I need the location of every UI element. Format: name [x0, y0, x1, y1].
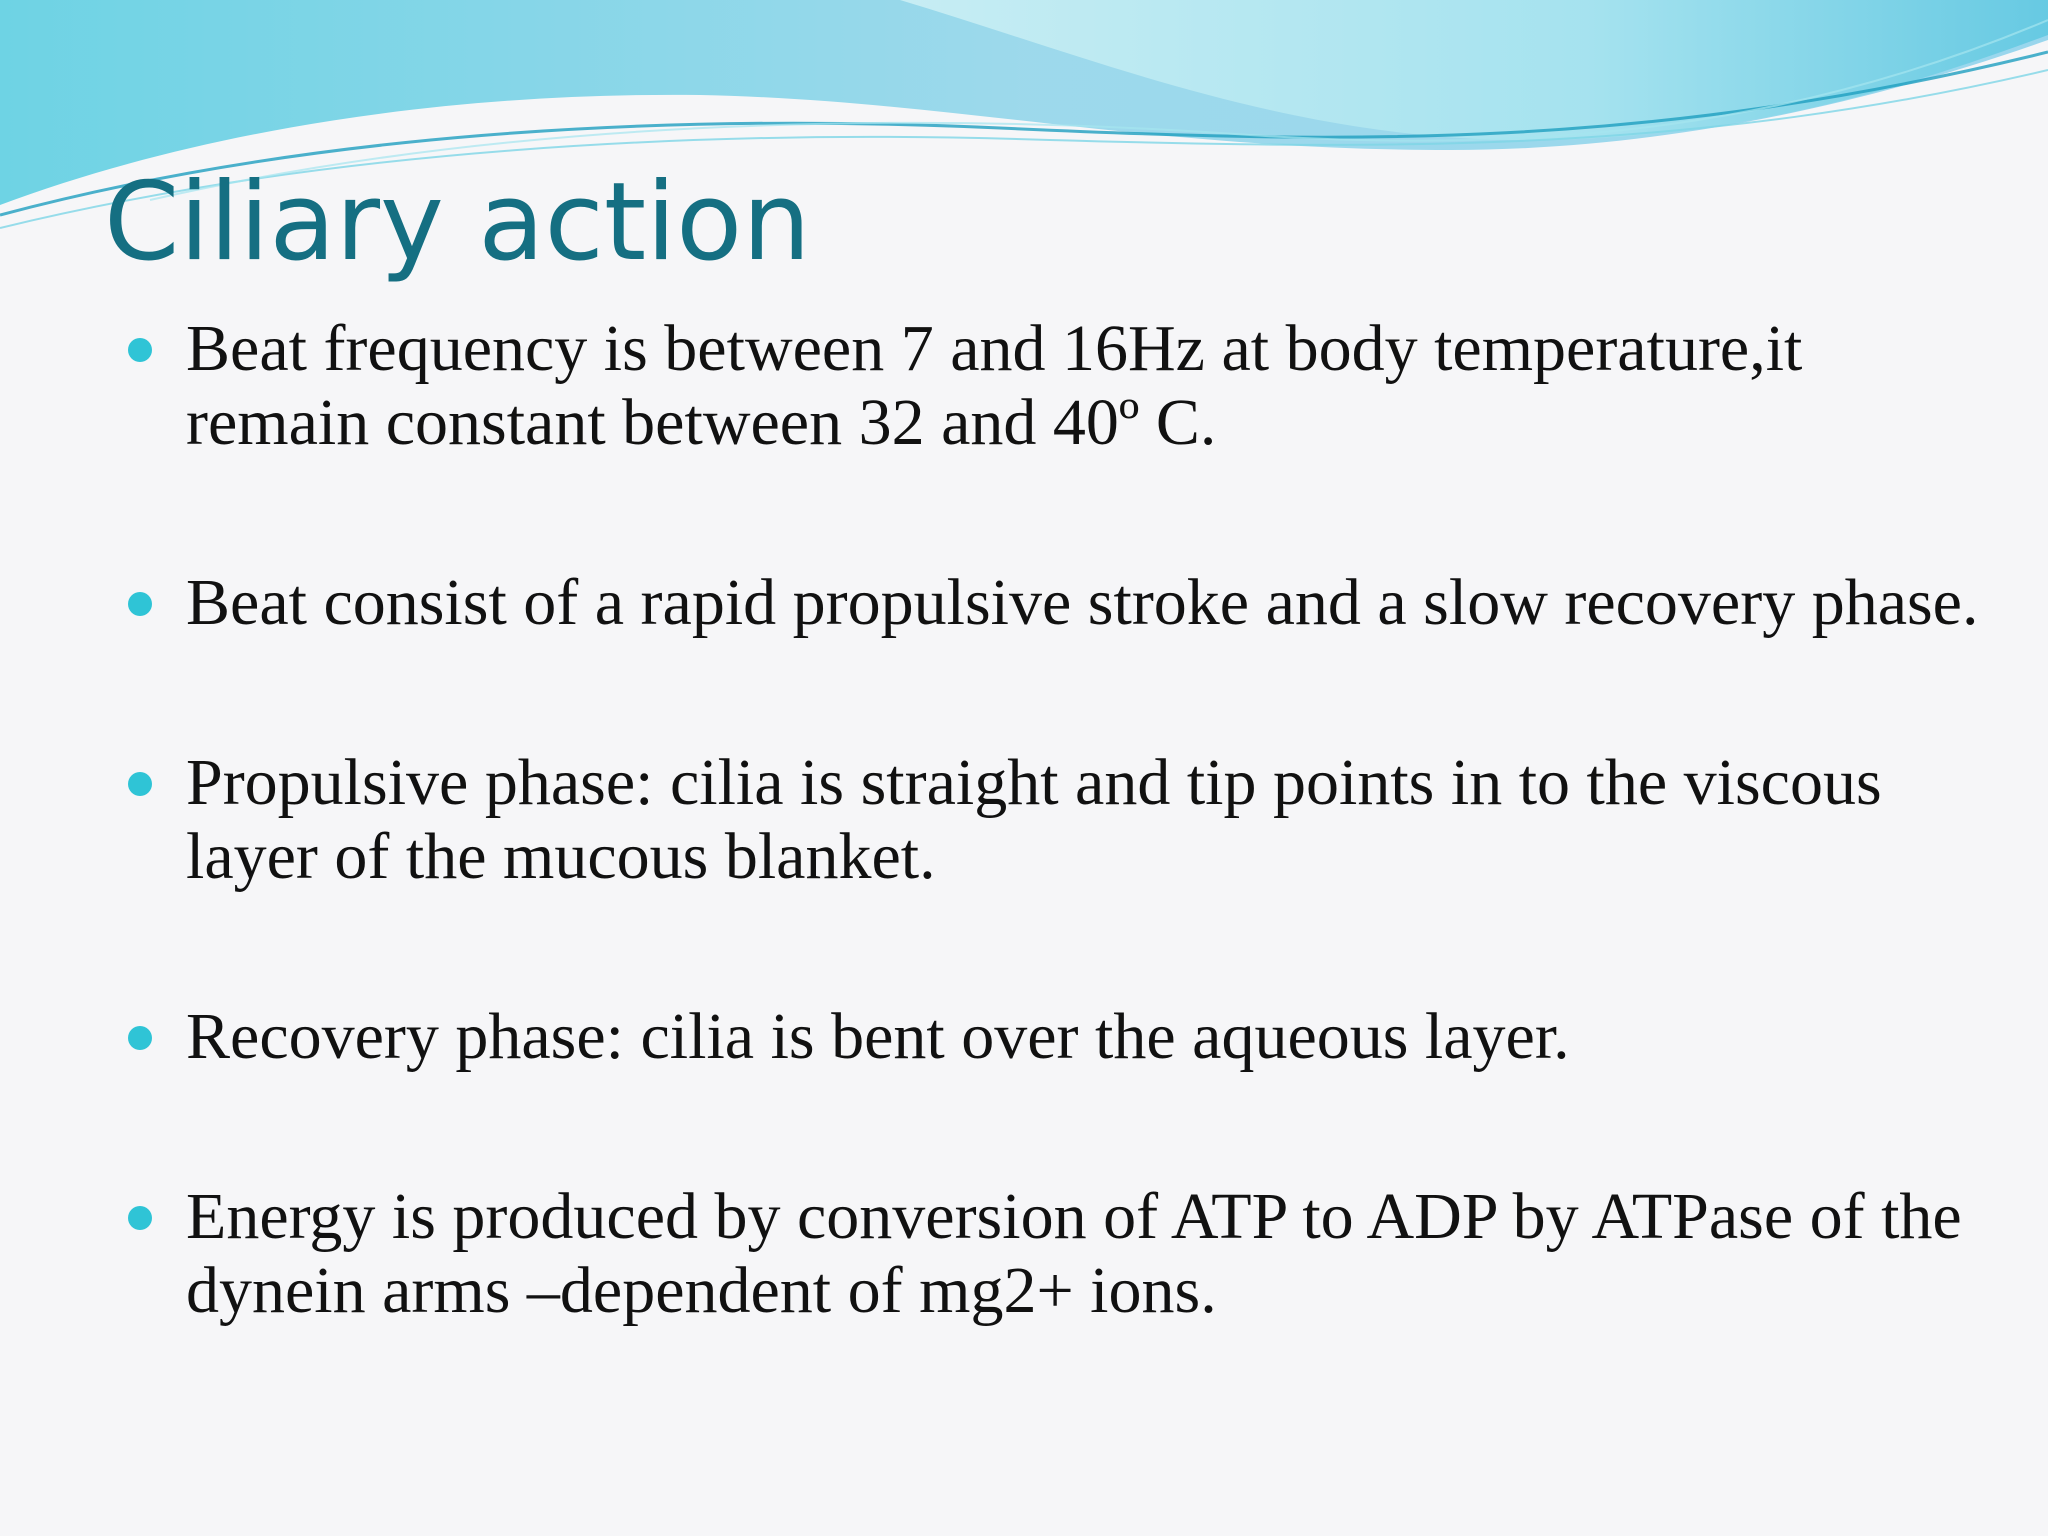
bullet-item	[128, 746, 1988, 894]
bullet-dot-icon	[128, 772, 152, 796]
slide-title: Ciliary action	[104, 160, 811, 285]
bullet-item	[128, 1000, 1988, 1074]
bullet-dot-icon	[128, 1026, 152, 1050]
bullet-dot-icon	[128, 592, 152, 616]
bullet-dot-icon	[128, 1206, 152, 1230]
bullet-item	[128, 312, 1988, 460]
bullet-text: Recovery phase: cilia is bent over the aqueous layer.	[186, 1000, 1570, 1073]
bullet-text: Beat frequency is between 7 and 16Hz at body temperature,it remain constant between 32 and 40º C.	[186, 312, 1803, 459]
bullet-text: Propulsive phase: cilia is straight and tip points in to the viscous layer of the mucous blanket.	[186, 746, 1882, 893]
bullet-text: Beat consist of a rapid propulsive stroke and a slow recovery phase.	[186, 566, 1979, 639]
bullet-text: Energy is produced by conversion of ATP to ADP by ATPase of the dynein arms –dependent of mg2+ ions.	[186, 1180, 1962, 1327]
bullet-item	[128, 566, 1988, 640]
bullet-item	[128, 1180, 1988, 1328]
bullet-dot-icon	[128, 338, 152, 362]
bullet-list	[128, 312, 1988, 1328]
